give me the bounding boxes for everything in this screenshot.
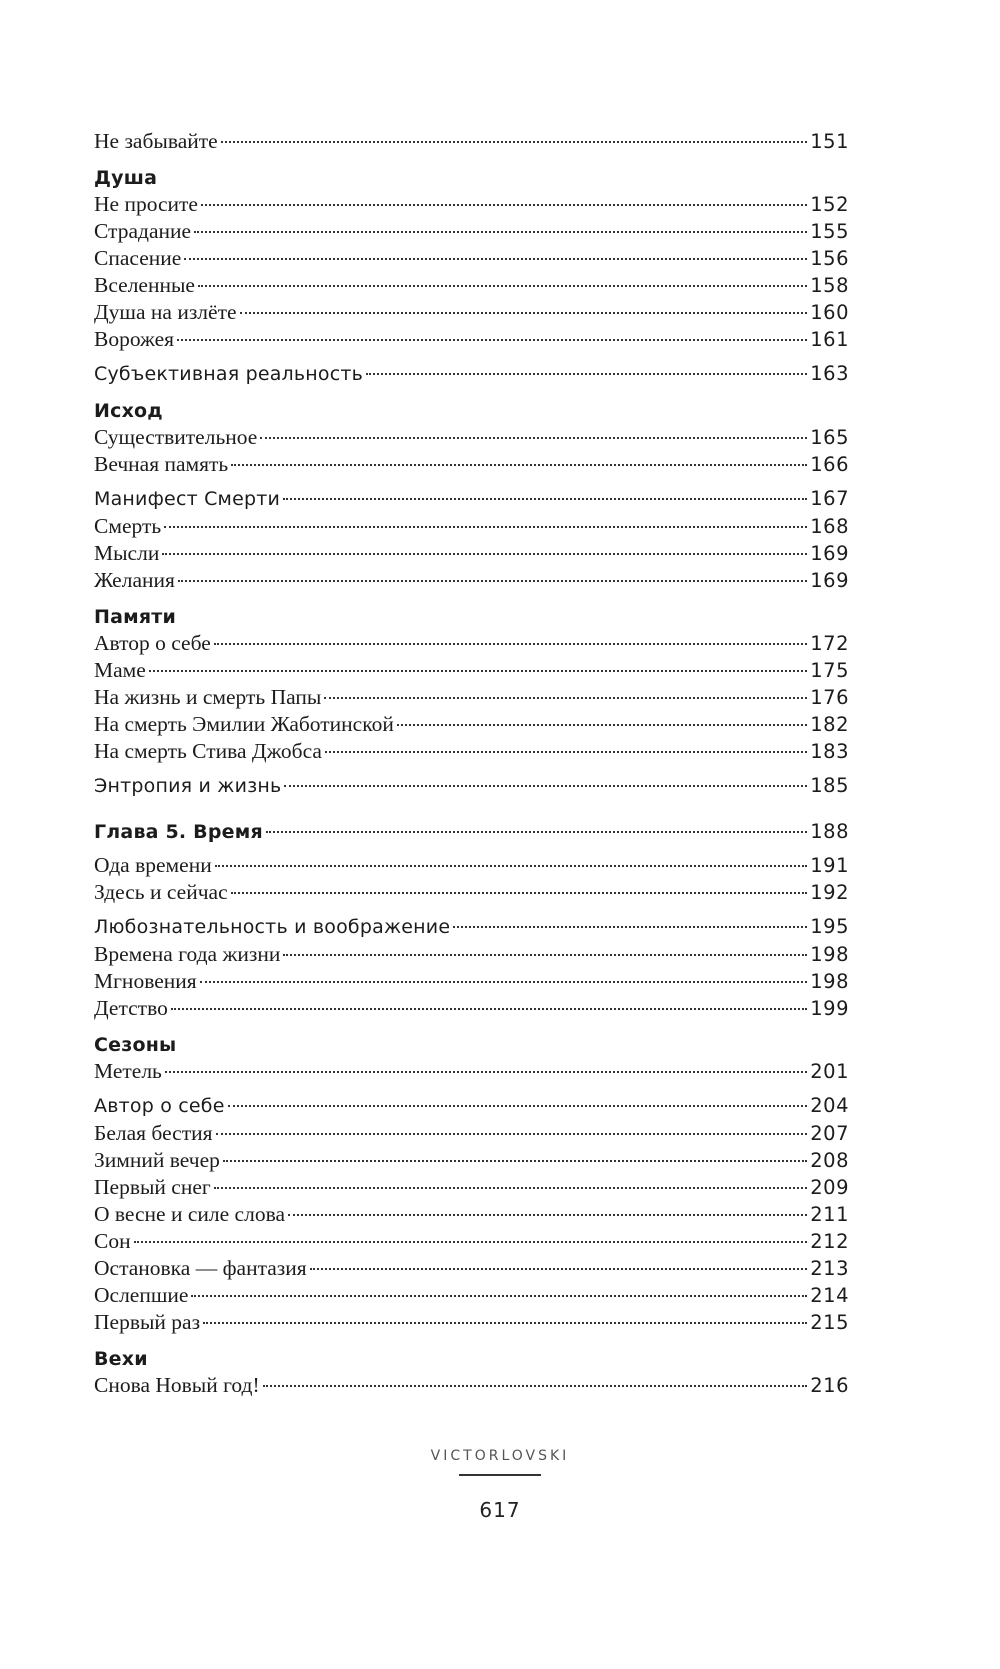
section-heading: Вехи <box>94 1348 148 1370</box>
toc-entry <box>94 1372 849 1399</box>
dot-leader <box>283 498 807 500</box>
entry-title: Здесь и сейчас <box>94 880 228 904</box>
entry-page-number: 166 <box>810 453 849 476</box>
dot-leader <box>284 785 807 787</box>
entry-page-number: 192 <box>810 881 849 904</box>
entry-page-number: 175 <box>810 659 849 682</box>
page-number: 617 <box>479 1498 521 1522</box>
toc-entry <box>94 245 849 272</box>
dot-leader <box>203 1322 807 1324</box>
dot-leader <box>201 204 807 206</box>
dot-leader <box>149 670 807 672</box>
entry-page-number: 191 <box>810 854 849 877</box>
entry-page-number: 201 <box>810 1060 849 1083</box>
entry-page-number: 168 <box>810 515 849 538</box>
toc-entry <box>94 711 849 738</box>
entry-title: Метель <box>94 1059 162 1083</box>
dot-leader <box>191 1295 807 1297</box>
toc-entry <box>94 191 849 218</box>
entry-page-number: 158 <box>810 274 849 297</box>
toc-entry <box>94 485 849 513</box>
toc-entry <box>94 852 849 879</box>
section-heading: Сезоны <box>94 1034 177 1056</box>
entry-title: Вечная память <box>94 452 229 476</box>
entry-title: Автор о себе <box>94 1095 225 1117</box>
entry-page-number: 152 <box>810 193 849 216</box>
toc-entry <box>94 540 849 567</box>
entry-page-number: 188 <box>810 820 849 843</box>
entry-page-number: 156 <box>810 247 849 270</box>
toc-entry <box>94 1120 849 1147</box>
entry-title: Душа на излёте <box>94 300 237 324</box>
toc-entry <box>94 326 849 353</box>
entry-page-number: 213 <box>810 1257 849 1280</box>
entry-title: Ода времени <box>94 853 212 877</box>
toc-entry <box>94 1201 849 1228</box>
entry-title: Остановка — фантазия <box>94 1256 307 1280</box>
dot-leader <box>310 1268 808 1270</box>
brand-logo: VICTORLOVSKI <box>430 1448 570 1464</box>
entry-title: Ослепшие <box>94 1283 189 1307</box>
toc-entry <box>94 218 849 245</box>
dot-leader <box>194 231 807 233</box>
toc-entry <box>94 630 849 657</box>
entry-title: Маме <box>94 658 146 682</box>
entry-page-number: 151 <box>810 130 849 153</box>
toc-entry <box>94 272 849 299</box>
entry-page-number: 172 <box>810 632 849 655</box>
entry-title: Спасение <box>94 246 182 270</box>
entry-title: Автор о себе <box>94 631 211 655</box>
dot-leader <box>266 831 807 833</box>
entry-title: Манифест Смерти <box>94 488 281 510</box>
entry-page-number: 185 <box>810 774 849 797</box>
entry-title: Зимний вечер <box>94 1148 220 1172</box>
entry-page-number: 169 <box>810 569 849 592</box>
entry-page-number: 160 <box>810 301 849 324</box>
entry-page-number: 209 <box>810 1176 849 1199</box>
dot-leader <box>164 526 807 528</box>
dot-leader <box>162 553 807 555</box>
entry-title: Времена года жизни <box>94 942 281 966</box>
entry-page-number: 214 <box>810 1284 849 1307</box>
toc-entry <box>94 299 849 326</box>
dot-leader <box>221 141 808 143</box>
entry-page-number: 182 <box>810 713 849 736</box>
entry-title: Желания <box>94 568 175 592</box>
entry-title: Первый раз <box>94 1310 201 1334</box>
toc-entry <box>94 513 849 540</box>
entry-title: Сон <box>94 1229 131 1253</box>
dot-leader <box>214 1187 808 1189</box>
entry-page-number: 195 <box>810 915 849 938</box>
entry-page-number: 208 <box>810 1149 849 1172</box>
dot-leader <box>325 751 807 753</box>
dot-leader <box>231 892 808 894</box>
entry-title: На жизнь и смерть Папы <box>94 685 322 709</box>
section-heading: Душа <box>94 167 158 189</box>
toc-entry <box>94 1228 849 1255</box>
entry-title: Мысли <box>94 541 160 565</box>
entry-page-number: 169 <box>810 542 849 565</box>
entry-page-number: 165 <box>810 426 849 449</box>
toc-entry <box>94 1174 849 1201</box>
dot-leader <box>263 1385 808 1387</box>
entry-title: О весне и силе слова <box>94 1202 285 1226</box>
entry-title: Первый снег <box>94 1175 211 1199</box>
toc-entry <box>94 1255 849 1282</box>
dot-leader <box>260 437 807 439</box>
toc-entry <box>94 879 849 906</box>
dot-leader <box>200 981 808 983</box>
toc-entry <box>94 1092 849 1120</box>
toc-entry <box>94 128 849 155</box>
toc-entry <box>94 424 849 451</box>
dot-leader <box>240 312 808 314</box>
entry-page-number: 207 <box>810 1122 849 1145</box>
entry-page-number: 167 <box>810 487 849 510</box>
dot-leader <box>178 580 807 582</box>
dot-leader <box>453 926 807 928</box>
page-footer <box>0 1448 1000 1522</box>
entry-page-number: 176 <box>810 686 849 709</box>
entry-page-number: 198 <box>810 943 849 966</box>
brand-underline <box>459 1474 541 1476</box>
dot-leader <box>215 865 808 867</box>
toc-entry <box>94 968 849 995</box>
entry-title: Страдание <box>94 219 192 243</box>
dot-leader <box>223 1160 807 1162</box>
dot-leader <box>216 1133 808 1135</box>
toc-entry <box>94 360 849 388</box>
entry-page-number: 215 <box>810 1311 849 1334</box>
entry-title: Существительное <box>94 425 258 449</box>
entry-page-number: 216 <box>810 1374 849 1397</box>
dot-leader <box>165 1071 807 1073</box>
entry-title: Не просите <box>94 192 198 216</box>
dot-leader <box>214 643 807 645</box>
entry-title: На смерть Стива Джобса <box>94 739 322 763</box>
toc-entry <box>94 567 849 594</box>
toc-entry <box>94 738 849 765</box>
section-heading: Памяти <box>94 606 176 628</box>
toc-entry <box>94 1058 849 1085</box>
entry-title: Мгновения <box>94 969 197 993</box>
dot-leader <box>177 339 807 341</box>
toc-entry <box>94 657 849 684</box>
dot-leader <box>397 724 807 726</box>
entry-page-number: 161 <box>810 328 849 351</box>
toc-entry <box>94 913 849 941</box>
entry-title: Вселенные <box>94 273 195 297</box>
dot-leader <box>171 1008 807 1010</box>
entry-page-number: 183 <box>810 740 849 763</box>
entry-page-number: 163 <box>810 362 849 385</box>
dot-leader <box>288 1214 807 1216</box>
entry-title: Ворожея <box>94 327 175 351</box>
entry-title: Не забывайте <box>94 129 218 153</box>
toc-entry <box>94 772 849 800</box>
dot-leader <box>184 258 807 260</box>
toc-entry <box>94 1282 849 1309</box>
entry-title: Глава 5. Время <box>94 821 263 843</box>
table-of-contents <box>94 128 849 1399</box>
dot-leader <box>228 1105 808 1107</box>
toc-entry <box>94 1147 849 1174</box>
dot-leader <box>283 954 807 956</box>
toc-entry <box>94 1309 849 1336</box>
dot-leader <box>134 1241 808 1243</box>
entry-page-number: 198 <box>810 970 849 993</box>
entry-title: Смерть <box>94 514 162 538</box>
entry-title: Снова Новый год! <box>94 1373 260 1397</box>
entry-page-number: 155 <box>810 220 849 243</box>
toc-entry <box>94 684 849 711</box>
dot-leader <box>231 464 807 466</box>
entry-title: Любознательность и воображение <box>94 916 451 938</box>
entry-title: Субъективная реальность <box>94 363 364 385</box>
entry-page-number: 212 <box>810 1230 849 1253</box>
entry-page-number: 211 <box>810 1203 849 1226</box>
dot-leader <box>198 285 807 287</box>
section-heading: Исход <box>94 400 163 422</box>
toc-entry <box>94 941 849 968</box>
toc-entry <box>94 995 849 1022</box>
entry-title: Детство <box>94 996 168 1020</box>
chapter-entry <box>94 818 849 846</box>
entry-title: Энтропия и жизнь <box>94 775 282 797</box>
toc-entry <box>94 451 849 478</box>
entry-title: На смерть Эмилии Жаботинской <box>94 712 394 736</box>
dot-leader <box>366 373 807 375</box>
dot-leader <box>324 697 807 699</box>
entry-title: Белая бестия <box>94 1121 213 1145</box>
entry-page-number: 204 <box>810 1094 849 1117</box>
entry-page-number: 199 <box>810 997 849 1020</box>
